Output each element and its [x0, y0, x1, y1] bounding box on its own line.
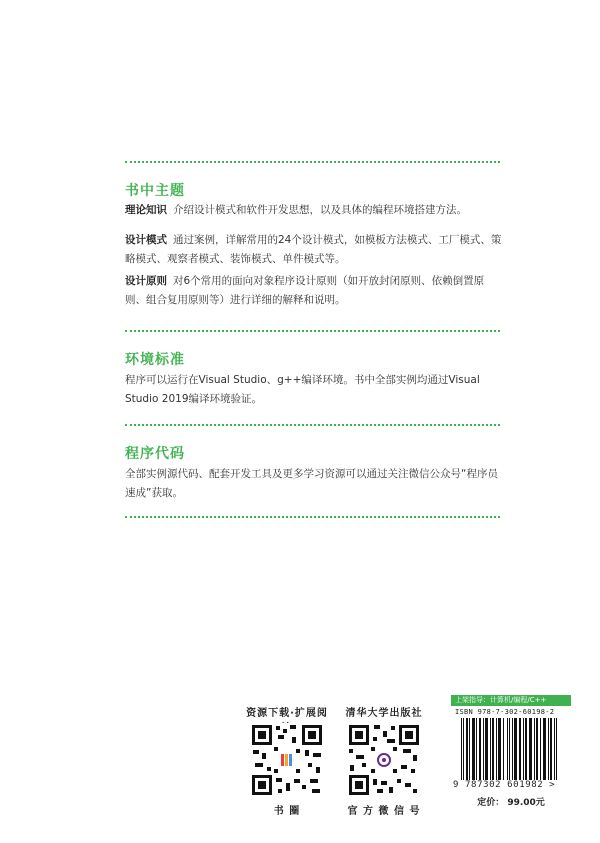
barcode-image [455, 718, 567, 788]
section-title-environment: 环境标准 [125, 352, 185, 368]
topic-label: 设计模式 [125, 234, 167, 246]
qr-right-bottom-label: 官 方 微 信 号 [347, 806, 421, 817]
qr-code-resources[interactable] [250, 723, 324, 797]
environment-text: 程序可以运行在Visual Studio、g++编译环境。书中全部实例均通过Visual Studio 2019编译环境验证。 [125, 374, 480, 405]
topic-theory [125, 201, 503, 220]
code-text: 全部实例源代码、配套开发工具及更多学习资源可以通过关注微信公众号“程序员速成”获取。 [125, 468, 498, 499]
qr-left-top-label: 资源下载·扩展阅 [246, 708, 328, 719]
section-title-topics: 书中主题 [125, 183, 185, 199]
barcode-digits: 9 787302 601982 > [453, 780, 571, 790]
price: 定价： 99.00元 [477, 798, 545, 808]
topic-patterns [125, 231, 503, 269]
divider-bottom [125, 516, 500, 518]
topic-label: 设计原则 [125, 275, 167, 287]
qr-code-image [347, 723, 421, 797]
topic-principles [125, 272, 503, 310]
qr-left-bottom-label: 书 圈 [273, 806, 301, 817]
qr-code-image [250, 723, 324, 797]
barcode-panel [451, 695, 571, 815]
topic-text: 介绍设计模式和软件开发思想，以及具体的编程环境搭建方法。 [173, 204, 467, 216]
divider-2 [125, 424, 500, 426]
section-title-code: 程序代码 [125, 446, 185, 462]
qr-right-top-label: 清华大学出版社 [345, 708, 423, 719]
isbn-text: ISBN 978-7-302-60198-2 [455, 708, 555, 716]
topic-text: 通过案例，详解常用的24个设计模式，如模板方法模式、工厂模式、策略模式、观察者模式、装饰模式、单件模式等。 [125, 234, 502, 265]
topic-text: 对6个常用的面向对象程序设计原则（如开放封闭原则、依赖倒置原则、组合复用原则等）进行详细的解释和说明。 [125, 275, 485, 306]
divider-1 [125, 330, 500, 332]
qr-code-publisher[interactable] [347, 723, 421, 797]
divider-top [125, 161, 500, 163]
topic-label: 理论知识 [125, 204, 167, 216]
shelving-category: 上架指导：计算机/编程/C++ [451, 695, 571, 706]
